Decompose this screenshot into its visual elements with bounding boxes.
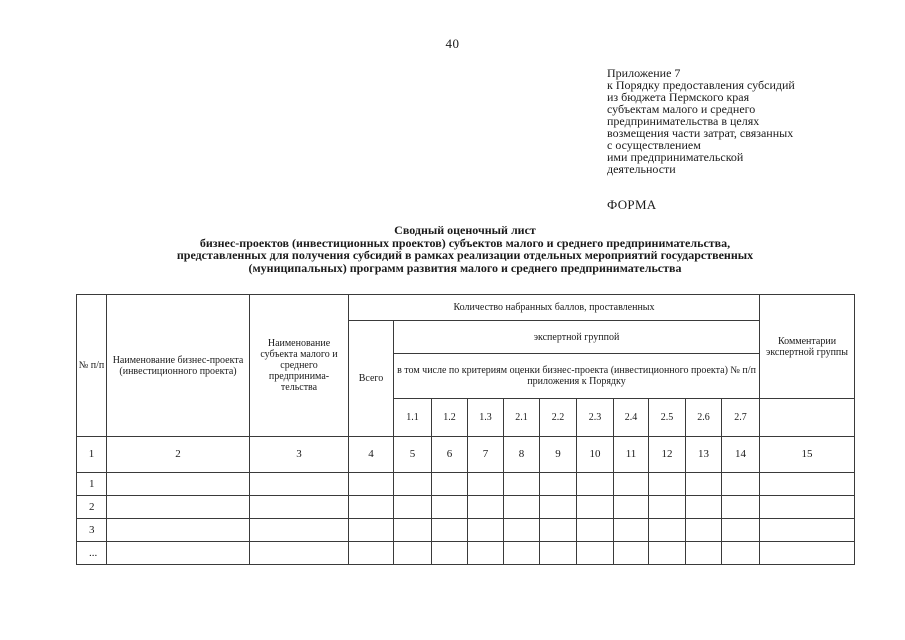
table-cell: [107, 542, 250, 565]
row-number: 3: [77, 519, 107, 542]
table-cell: [394, 542, 432, 565]
table-cell: [432, 542, 468, 565]
header-criterion: 1.1: [394, 399, 432, 437]
table-cell: [468, 542, 504, 565]
table-cell: [577, 473, 614, 496]
table-cell: [432, 519, 468, 542]
table-cell: [107, 473, 250, 496]
header-criterion: 2.4: [614, 399, 649, 437]
header-scores-group: Количество набранных баллов, проставленных: [349, 295, 760, 321]
table-cell: [349, 473, 394, 496]
table-cell: [468, 496, 504, 519]
column-number: 7: [468, 437, 504, 473]
table-cell: [614, 519, 649, 542]
column-number: 3: [250, 437, 349, 473]
table-row: [77, 542, 855, 565]
column-number: 5: [394, 437, 432, 473]
column-number: 14: [722, 437, 760, 473]
table-cell: [649, 496, 686, 519]
title-line: (муниципальных) программ развития малого и среднего предпринимательства: [248, 260, 682, 275]
table-cell: [432, 473, 468, 496]
table-row: [77, 519, 855, 542]
table-cell: [349, 542, 394, 565]
column-number: 11: [614, 437, 649, 473]
header-criterion: 2.2: [540, 399, 577, 437]
header-criteria-group: в том числе по критериям оценки бизнес-проекта (инвестиционного проекта) № п/п приложения к Порядку: [394, 354, 760, 399]
header-criterion: 1.2: [432, 399, 468, 437]
table-cell: [722, 496, 760, 519]
column-number: 4: [349, 437, 394, 473]
title-line: Сводный оценочный лист: [394, 223, 536, 237]
column-number: 9: [540, 437, 577, 473]
table-cell: [504, 519, 540, 542]
header-criterion: 2.5: [649, 399, 686, 437]
column-number: 6: [432, 437, 468, 473]
table-cell: [504, 473, 540, 496]
document-title: [70, 224, 860, 274]
table-cell: [686, 519, 722, 542]
table-cell: [394, 519, 432, 542]
appendix-line: возмещения части затрат, связанных: [607, 126, 794, 140]
column-number: 15: [760, 437, 855, 473]
table-cell: [760, 496, 855, 519]
table-cell: [540, 519, 577, 542]
appendix-line: субъектам малого и среднего: [607, 102, 756, 116]
header-expert-group: экспертной группой: [394, 321, 760, 354]
appendix-block: [607, 67, 867, 175]
table-cell: [577, 496, 614, 519]
table-cell: [686, 542, 722, 565]
table-cell: [722, 542, 760, 565]
header-criterion: 2.1: [504, 399, 540, 437]
appendix-line: деятельности: [607, 162, 676, 176]
appendix-line: из бюджета Пермского края: [607, 90, 750, 104]
table-cell: [760, 542, 855, 565]
table-cell: [107, 519, 250, 542]
table-cell: [760, 519, 855, 542]
table-cell: [722, 519, 760, 542]
table-cell: [760, 473, 855, 496]
column-number: 12: [649, 437, 686, 473]
table-cell: [686, 496, 722, 519]
table-cell: [349, 496, 394, 519]
table-cell: [649, 519, 686, 542]
table-cell: [250, 542, 349, 565]
header-no: № п/п: [77, 295, 107, 437]
column-number: 1: [77, 437, 107, 473]
header-total: Всего: [349, 321, 394, 437]
table-row: [77, 496, 855, 519]
table-cell: [394, 473, 432, 496]
table-cell: [250, 473, 349, 496]
appendix-line: с осуществлением: [607, 138, 701, 152]
table-cell: [468, 473, 504, 496]
table-cell: [540, 473, 577, 496]
header-comments-spacer: [760, 399, 855, 437]
row-number: ...: [77, 542, 107, 565]
table-cell: [540, 542, 577, 565]
header-project-name: Наименование бизнес-проекта (инвестиционного проекта): [107, 295, 250, 437]
column-number: 10: [577, 437, 614, 473]
table-cell: [577, 519, 614, 542]
appendix-line: предпринимательства в целях: [607, 114, 760, 128]
table-cell: [614, 496, 649, 519]
title-line: бизнес-проектов (инвестиционных проектов) субъектов малого и среднего предпринимательства,: [199, 235, 731, 250]
table-cell: [686, 473, 722, 496]
title-line: представленных для получения субсидий в рамках реализации отдельных мероприятий государственных: [176, 248, 754, 262]
header-criterion: 2.6: [686, 399, 722, 437]
page-number: 40: [445, 36, 460, 51]
appendix-line: Приложение 7: [607, 66, 681, 80]
header-comments: Комментарии экспертной группы: [760, 295, 855, 399]
table-cell: [250, 496, 349, 519]
summary-table: [76, 294, 855, 565]
table-cell: [349, 519, 394, 542]
form-label: ФОРМА: [607, 197, 657, 212]
table-cell: [394, 496, 432, 519]
table-cell: [614, 542, 649, 565]
table-cell: [577, 542, 614, 565]
column-number: 13: [686, 437, 722, 473]
table-cell: [540, 496, 577, 519]
row-number: 2: [77, 496, 107, 519]
table-cell: [614, 473, 649, 496]
table-cell: [432, 496, 468, 519]
table-cell: [649, 473, 686, 496]
table-cell: [504, 542, 540, 565]
table-cell: [468, 519, 504, 542]
table-cell: [649, 542, 686, 565]
header-criterion: 2.3: [577, 399, 614, 437]
header-criterion: 1.3: [468, 399, 504, 437]
column-number: 2: [107, 437, 250, 473]
column-number: 8: [504, 437, 540, 473]
header-subject-name: Наименование субъекта малого и среднего предпринима-тельства: [250, 295, 349, 437]
appendix-line: ими предпринимательской: [607, 150, 744, 164]
appendix-line: к Порядку предоставления субсидий: [607, 78, 795, 92]
table-row: [77, 473, 855, 496]
table-cell: [722, 473, 760, 496]
header-criterion: 2.7: [722, 399, 760, 437]
row-number: 1: [77, 473, 107, 496]
table-cell: [107, 496, 250, 519]
table-cell: [504, 496, 540, 519]
table-cell: [250, 519, 349, 542]
